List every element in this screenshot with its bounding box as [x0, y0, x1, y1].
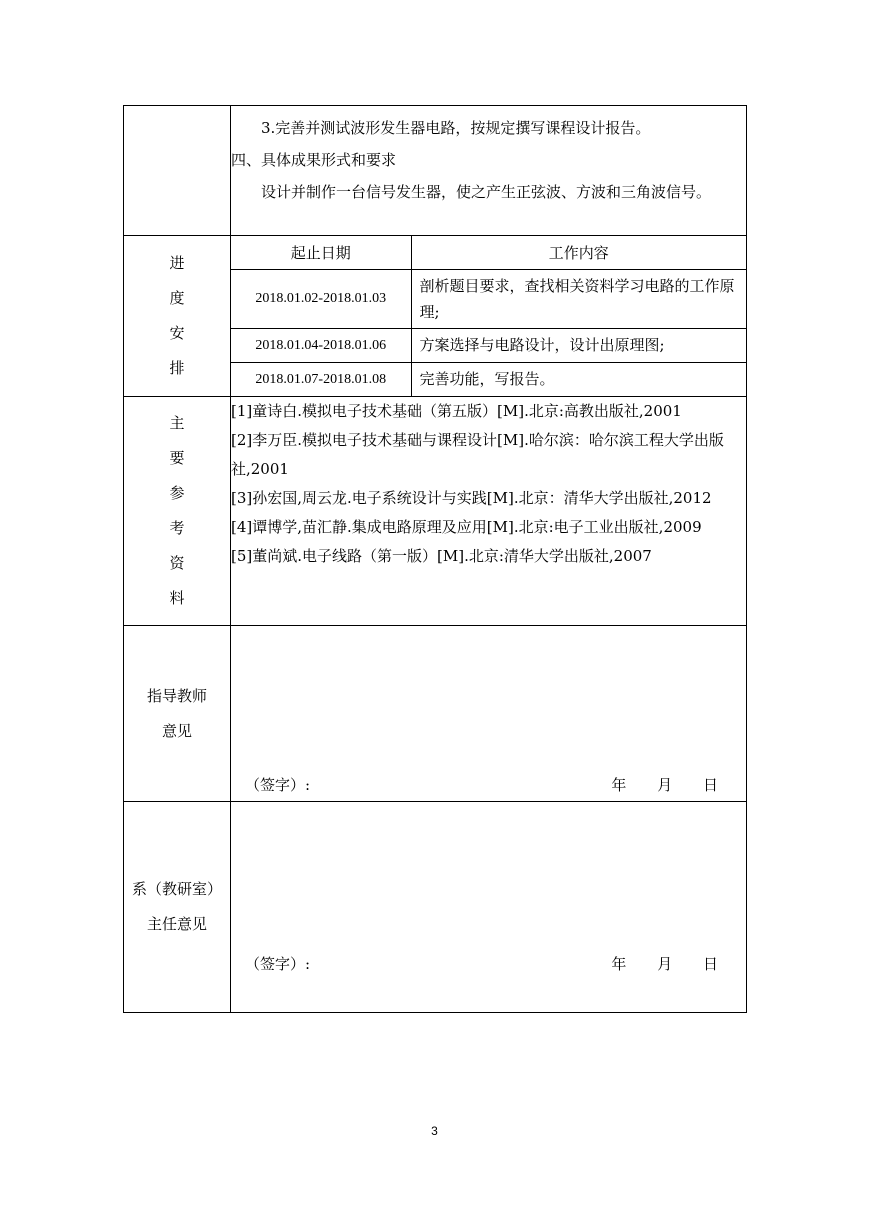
advisor-row — [124, 626, 747, 802]
form-sheet — [123, 105, 746, 1013]
schedule-work: 方案选择与电路设计，设计出原理图; — [411, 329, 746, 363]
references-label-char: 考 — [169, 519, 185, 537]
references-label — [124, 397, 231, 626]
references-label-char: 主 — [169, 414, 185, 432]
schedule-label-char: 进 — [169, 254, 185, 272]
deliverable-text: 设计并制作一台信号发生器，使之产生正弦波、方波和三角波信号。 — [261, 183, 712, 201]
advisor-opinion-area[interactable] — [231, 626, 747, 802]
schedule-date: 2018.01.02-2018.01.03 — [231, 270, 411, 329]
table-row — [231, 363, 746, 397]
references-label-char: 资 — [169, 554, 185, 572]
col-header-work: 工作内容 — [411, 236, 746, 270]
reference-item: [2]李万臣.模拟电子技术基础与课程设计[M].哈尔滨：哈尔滨工程大学出版社,2001 — [231, 431, 724, 478]
signature-label: （签字）: — [245, 955, 311, 973]
schedule-label-char: 排 — [169, 359, 185, 377]
day-label: 日 — [702, 955, 718, 973]
schedule-date: 2018.01.07-2018.01.08 — [231, 363, 411, 397]
reference-item: [4]谭博学,苗汇静.集成电路原理及应用[M].北京:电子工业出版社,2009 — [231, 518, 702, 536]
director-opinion-area[interactable] — [231, 802, 747, 1013]
schedule-date: 2018.01.04-2018.01.06 — [231, 329, 411, 363]
requirements-content — [231, 106, 747, 236]
reference-item: [1]童诗白.模拟电子技术基础（第五版）[M].北京:高教出版社,2001 — [231, 402, 682, 420]
year-label: 年 — [611, 776, 627, 794]
reference-item: [3]孙宏国,周云龙.电子系统设计与实践[M].北京：清华大学出版社,2012 — [231, 489, 712, 507]
signature-label: （签字）: — [245, 776, 311, 794]
page-number: 3 — [431, 1124, 438, 1138]
schedule-work: 完善功能，写报告。 — [411, 363, 746, 397]
schedule-label-char: 安 — [169, 324, 185, 342]
section-heading: 四、具体成果形式和要求 — [231, 151, 397, 169]
director-label-line: 主任意见 — [146, 915, 207, 933]
schedule-label — [124, 236, 231, 397]
references-row — [124, 397, 747, 626]
advisor-label — [124, 626, 231, 802]
director-label-line: 系（教研室） — [131, 880, 222, 898]
requirement-item-3: 3.完善并测试波形发生器电路，按规定撰写课程设计报告。 — [261, 119, 651, 137]
month-label: 月 — [657, 955, 673, 973]
requirements-label-cell — [124, 106, 231, 236]
schedule-table — [231, 236, 746, 396]
schedule-header-row — [231, 236, 746, 270]
requirements-row — [124, 106, 747, 236]
date-fields — [585, 774, 718, 795]
schedule-work: 剖析题目要求，查找相关资料学习电路的工作原理; — [411, 270, 746, 329]
reference-item: [5]董尚斌.电子线路（第一版）[M].北京:清华大学出版社,2007 — [231, 547, 652, 565]
references-content — [231, 397, 747, 626]
schedule-row — [124, 236, 747, 397]
advisor-label-line: 意见 — [161, 721, 192, 740]
schedule-label-char: 度 — [169, 289, 185, 307]
table-row — [231, 270, 746, 329]
references-label-char: 参 — [169, 484, 185, 502]
date-fields — [585, 953, 718, 974]
form-table — [123, 105, 747, 1013]
day-label: 日 — [702, 776, 718, 794]
references-label-char: 要 — [169, 449, 185, 467]
table-row — [231, 329, 746, 363]
year-label: 年 — [611, 955, 627, 973]
month-label: 月 — [657, 776, 673, 794]
col-header-date: 起止日期 — [231, 236, 411, 270]
director-row — [124, 802, 747, 1013]
advisor-label-line: 指导教师 — [146, 686, 207, 705]
schedule-content — [231, 236, 747, 397]
director-label — [124, 802, 231, 1013]
references-label-char: 料 — [169, 589, 185, 607]
